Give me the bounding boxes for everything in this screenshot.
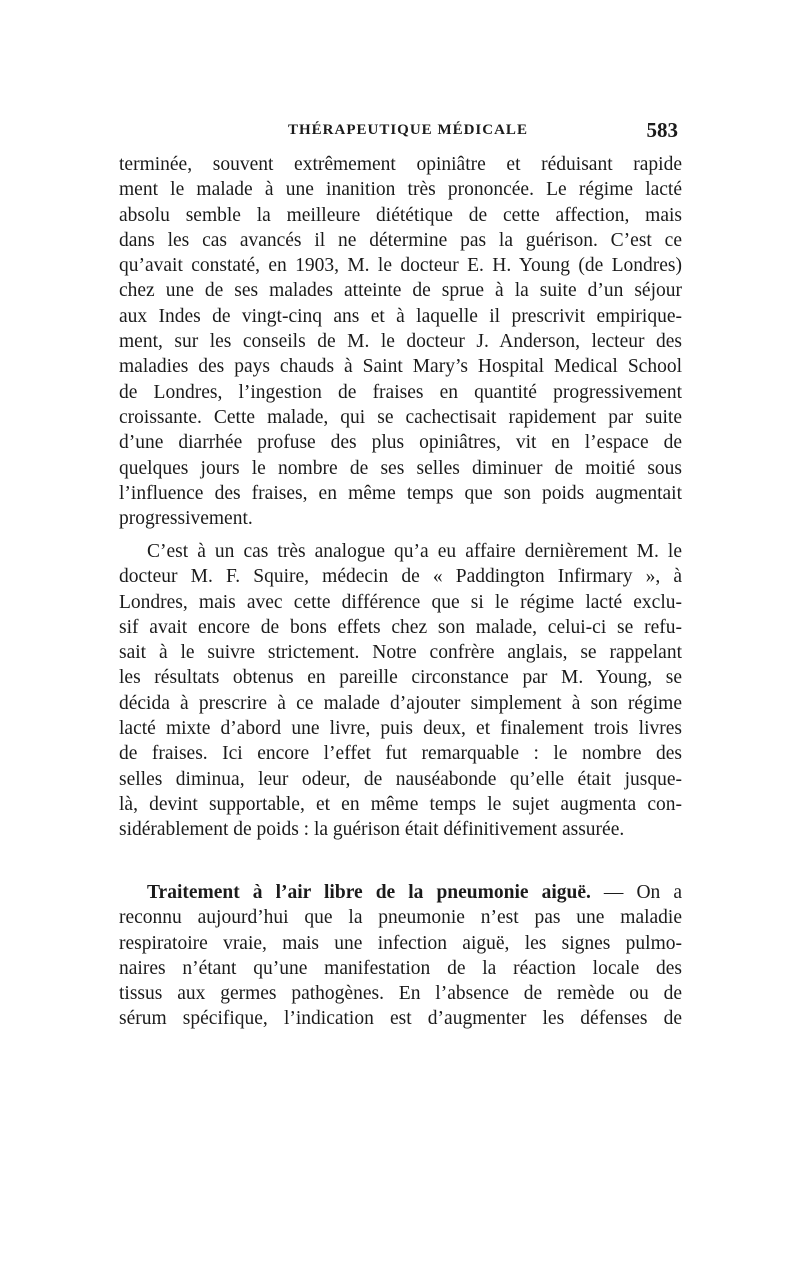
text-line: les résultats obtenus en pareille circonstance par M. Young, se	[119, 667, 682, 689]
text-line: docteur M. F. Squire, médecin de « Paddington Infirmary », à	[119, 566, 682, 588]
text-line: naires n’étant qu’une manifestation de la réaction locale des	[119, 957, 682, 979]
text-line: là, devint supportable, et en même temps le sujet augmenta con-	[119, 793, 682, 815]
text-line: sif avait encore de bons effets chez son malade, celui-ci se refu-	[119, 616, 682, 638]
text-line: Londres, mais avec cette différence que si le régime lacté exclu-	[119, 591, 682, 613]
text-line: ment le malade à une inanition très prononcée. Le régime lacté	[119, 179, 682, 201]
text-line: quelques jours le nombre de ses selles diminuer de moitié sous	[119, 457, 682, 479]
text-line: reconnu aujourd’hui que la pneumonie n’est pas une maladie	[119, 907, 682, 929]
text-line: aux Indes de vingt-cinq ans et à laquelle il prescrivit empirique-	[119, 305, 682, 327]
text-line: ment, sur les conseils de M. le docteur J. Anderson, lecteur des	[119, 331, 682, 353]
text-line: de Londres, l’ingestion de fraises en quantité progressivement	[119, 381, 682, 403]
page-number: 583	[646, 118, 678, 142]
text-line: maladies des pays chauds à Saint Mary’s Hospital Medical School	[119, 356, 682, 378]
section-heading: Traitement à l’air libre de la pneumonie aiguë.	[147, 882, 591, 903]
paragraph-strawberry-sprue	[119, 152, 682, 531]
text-line: terminée, souvent extrêmement opiniâtre et réduisant rapide	[119, 154, 682, 175]
text-line: progressivement.	[119, 508, 253, 530]
text-line: sait à le suivre strictement. Notre confrère anglais, se rappelant	[119, 642, 682, 664]
text-line: lacté mixte d’abord une livre, puis deux, et finalement trois livres	[119, 718, 682, 740]
text-line: d’une diarrhée profuse des plus opiniâtres, vit en l’espace de	[119, 432, 682, 454]
text-line: sidérablement de poids : la guérison était définitivement assurée.	[119, 819, 625, 841]
text-line: sérum spécifique, l’indication est d’augmenter les défenses de	[119, 1008, 682, 1030]
text-line: dans les cas avancés il ne détermine pas la guérison. C’est ce	[119, 229, 682, 251]
text-line: tissus aux germes pathogènes. En l’absence de remède ou de	[119, 983, 682, 1005]
text-line: décida à prescrire à ce malade d’ajouter simplement à son régime	[119, 692, 682, 714]
text-line: chez une de ses malades atteinte de sprue à la suite d’un séjour	[119, 280, 682, 302]
text-line: selles diminua, leur odeur, de nauséabonde qu’elle était jusque-	[119, 768, 682, 790]
text-line: absolu semble la meilleure diététique de cette affection, mais	[119, 204, 682, 226]
text-line: l’influence des fraises, en même temps que son poids augmentait	[119, 482, 682, 504]
paragraph-squire-case	[119, 539, 682, 843]
text-line: de fraises. Ici encore l’effet fut remarquable : le nombre des	[119, 743, 682, 765]
section-first-line-rest: — On a	[603, 882, 682, 903]
section-pneumonia	[119, 880, 682, 1032]
text-line: qu’avait constaté, en 1903, M. le docteur E. H. Young (de Londres)	[119, 255, 682, 277]
text-line: respiratoire vraie, mais une infection aiguë, les signes pulmo-	[119, 932, 682, 954]
running-title: THÉRAPEUTIQUE MÉDICALE	[288, 122, 528, 138]
text-line: croissante. Cette malade, qui se cachectisait rapidement par suite	[119, 406, 682, 428]
running-head	[120, 118, 680, 148]
text-line: C’est à un cas très analogue qu’a eu affaire dernièrement M. le	[147, 541, 682, 562]
section-first-line	[119, 880, 682, 905]
